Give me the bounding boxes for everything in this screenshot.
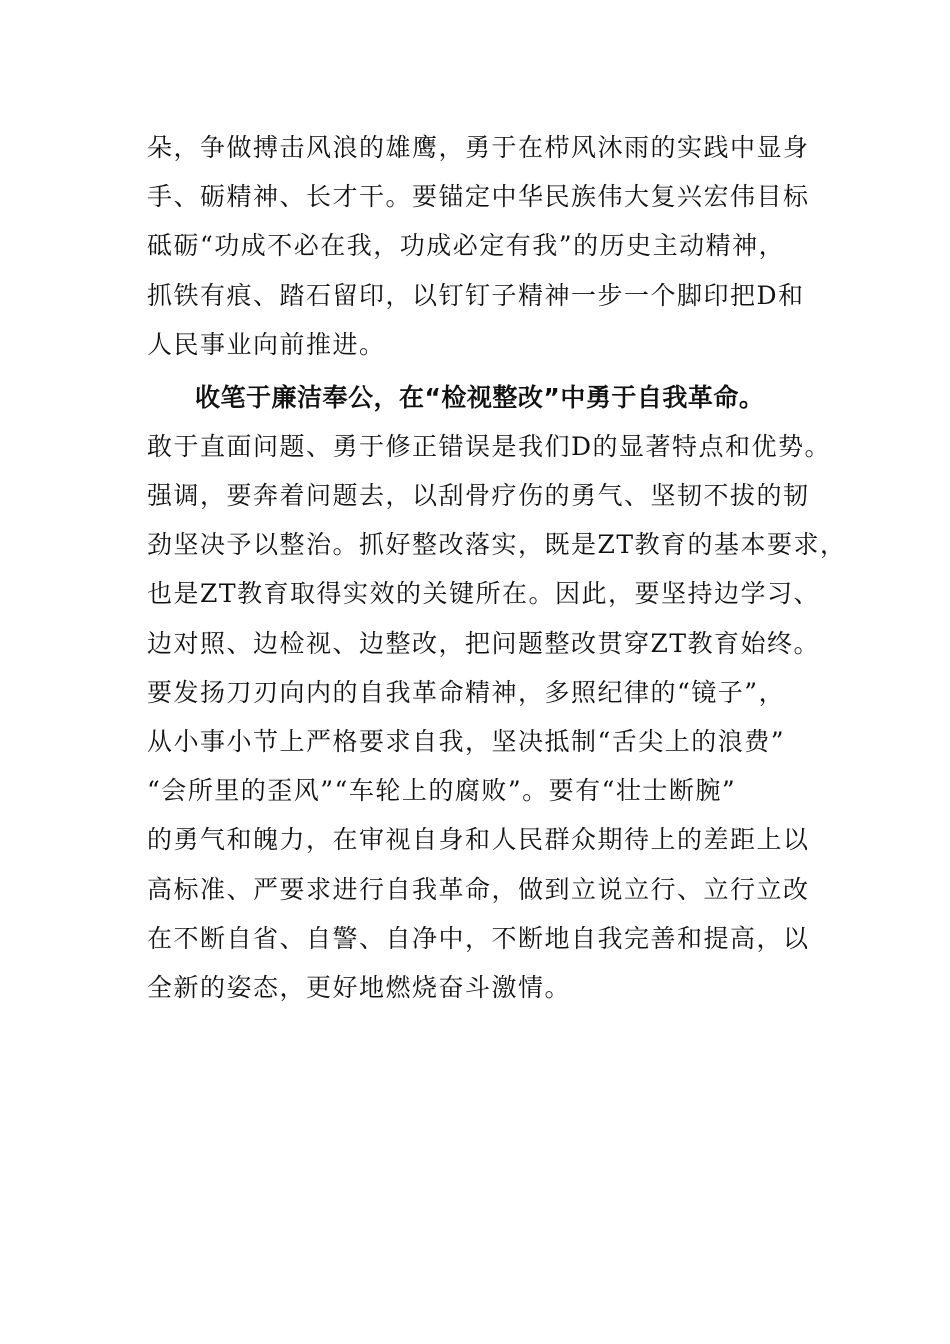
- text-line: “会所里的歪风”“车轮上的腐败”。要有“壮士断腕”: [147, 776, 737, 805]
- text-line: 也是ZT教育取得实效的关键所在。因此，要坚持边学习、: [147, 579, 821, 608]
- text-line: 强调，要奔着问题去，以刮骨疗伤的勇气、坚韧不拔的韧: [147, 481, 810, 510]
- text-line: 边对照、边检视、边整改，把问题整改贯穿ZT教育始终。: [147, 629, 821, 658]
- text-line: 要发扬刀刃向内的自我革命精神，多照纪律的“镜子”，: [147, 678, 786, 707]
- text-line: 砥砺“功成不必在我，功成必定有我”的历史主动精神，: [147, 231, 786, 260]
- text-line: 从小事小节上严格要求自我，坚决抵制“舌尖上的浪费”: [147, 727, 786, 756]
- text-line: 朵，争做搏击风浪的雄鹰，勇于在栉风沐雨的实践中显身: [147, 133, 810, 162]
- text-line: 抓铁有痕、踏石留印，以钉钉子精神一步一个脚印把D和: [147, 281, 805, 310]
- text-line: 敢于直面问题、勇于修正错误是我们D的显著特点和优势。: [147, 432, 832, 461]
- text-line: 手、砺精神、长才干。要锚定中华民族伟大复兴宏伟目标: [147, 182, 810, 211]
- text-line: 人民事业向前推进。: [147, 330, 386, 359]
- text-line: 全新的姿态，更好地燃烧奋斗激情。: [147, 973, 572, 1002]
- section-heading: 收笔于廉洁奉公，在“检视整改”中勇于自我革命。: [195, 383, 765, 412]
- text-line: 的勇气和魄力，在审视自身和人民群众期待上的差距上以: [147, 825, 810, 854]
- text-line: 高标准、严要求进行自我革命，做到立说立行、立行立改: [147, 875, 810, 904]
- text-line: 在不断自省、自警、自净中，不断地自我完善和提高，以: [147, 924, 810, 953]
- text-line: 劲坚决予以整治。抓好整改落实，既是ZT教育的基本要求，: [147, 530, 847, 559]
